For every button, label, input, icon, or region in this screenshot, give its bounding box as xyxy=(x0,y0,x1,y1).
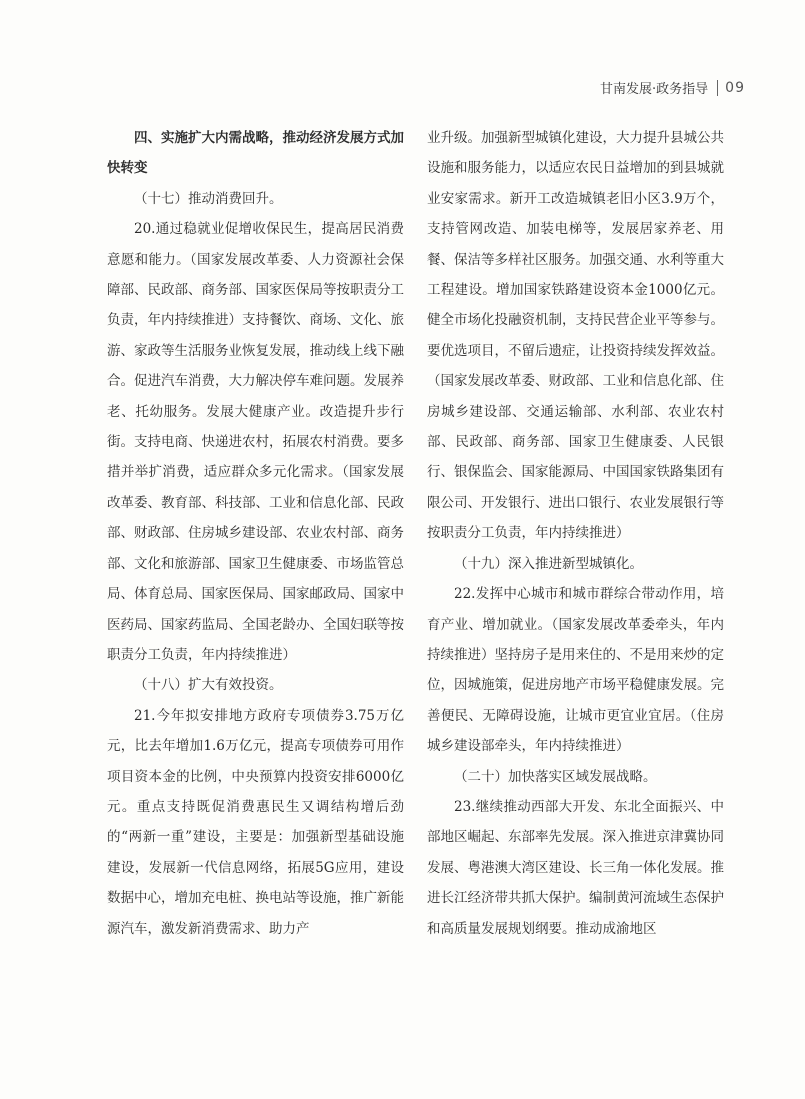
paragraph: 20.通过稳就业促增收保民生，提高居民消费意愿和能力。（国家发展改革委、人力资源社会保障部、民政部、商务部、国家医保局等按职责分工负责，年内持续推进）支持餐饮、商场、文化、旅游、家政等生活服务业恢复发展，推动线上线下融合。促进汽车消费，大力解决停车难问题。发展养老、托幼服务。发展大健康产业。改造提升步行街。支持电商、快递进农村，拓展农村消费。要多措并举扩消费，适应群众多元化需求。（国家发展改革委、教育部、科技部、工业和信息化部、民政部、财政部、住房城乡建设部、农业农村部、商务部、文化和旅游部、国家卫生健康委、市场监管总局、体育总局、国家医保局、国家邮政局、国家中医药局、国家药监局、全国老龄办、全国妇联等按职责分工负责，年内持续推进） xyxy=(107,221,404,663)
right-column xyxy=(427,123,724,944)
page-number: 09 xyxy=(725,79,745,96)
subsection-heading: （十八）扩大有效投资。 xyxy=(134,677,283,694)
paragraph: 22.发挥中心城市和城市群综合带动作用，培育产业、增加就业。（国家发展改革委牵头，年内持续推进）坚持房子是用来住的、不是用来炒的定位，因城施策，促进房地产市场平稳健康发展。完善便民、无障碍设施，让城市更宜业宜居。（住房城乡建设部牵头，年内持续推进） xyxy=(427,586,724,755)
publication-title: 甘南发展·政务指导 xyxy=(600,82,709,97)
paragraph-continued: 业升级。加强新型城镇化建设，大力提升县城公共设施和服务能力，以适应农民日益增加的到县城就业安家需求。新开工改造城镇老旧小区3.9万个，支持管网改造、加装电梯等，发展居家养老、用餐、保洁等多样社区服务。加强交通、水利等重大工程建设。增加国家铁路建设资本金1000亿元。健全市场化投融资机制，支持民营企业平等参与。要优选项目，不留后遗症，让投资持续发挥效益。（国家发展改革委、财政部、工业和信息化部、住房城乡建设部、交通运输部、水利部、农业农村部、民政部、商务部、国家卫生健康委、人民银行、银保监会、国家能源局、中国国家铁路集团有限公司、开发银行、进出口银行、农业发展银行等按职责分工负责，年内持续推进） xyxy=(427,130,724,542)
left-column xyxy=(107,123,404,944)
subsection-heading: （二十）加快落实区域发展战略。 xyxy=(454,768,657,785)
running-header xyxy=(600,78,745,97)
section-heading: 四、实施扩大内需战略，推动经济发展方式加快转变 xyxy=(107,130,404,177)
subsection-heading: （十七）推动消费回升。 xyxy=(134,190,283,207)
header-divider xyxy=(717,80,718,96)
paragraph: 21.今年拟安排地方政府专项债券3.75万亿元，比去年增加1.6万亿元，提高专项债券可用作项目资本金的比例，中央预算内投资安排6000亿元。重点支持既促消费惠民生又调结构增后劲的“两新一重”建设，主要是：加强新型基础设施建设，发展新一代信息网络，拓展5G应用，建设数据中心，增加充电桩、换电站等设施，推广新能源汽车，激发新消费需求、助力产 xyxy=(107,707,404,937)
subsection-heading: （十九）深入推进新型城镇化。 xyxy=(454,555,643,572)
paragraph: 23.继续推动西部大开发、东北全面振兴、中部地区崛起、东部率先发展。深入推进京津冀协同发展、粤港澳大湾区建设、长三角一体化发展。推进长江经济带共抓大保护。编制黄河流域生态保护和高质量发展规划纲要。推动成渝地区 xyxy=(427,798,724,937)
